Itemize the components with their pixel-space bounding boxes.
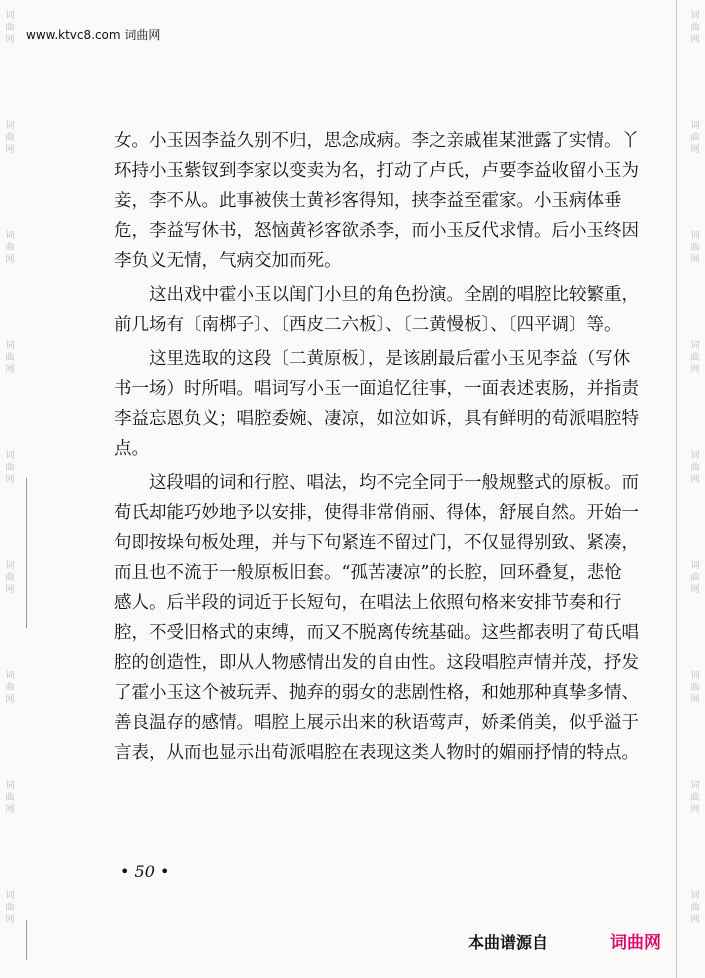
side-watermark-text: 词曲网 (5, 341, 15, 375)
side-watermark-text: 词曲网 (690, 671, 700, 705)
side-watermark-text: 词曲网 (5, 561, 15, 595)
side-watermark-text: 词曲网 (690, 891, 700, 925)
left-border-line (26, 478, 27, 628)
side-watermark-text: 词曲网 (5, 671, 15, 705)
side-watermark-text: 词曲网 (690, 781, 700, 815)
page-number: • 50 • (120, 862, 170, 881)
paragraph-2: 这出戏中霍小玉以闺门小旦的角色扮演。全剧的唱腔比较繁重，前几场有〔南梆子〕、〔西皮二六板〕、〔二黄慢板〕、〔四平调〕等。 (114, 285, 639, 335)
side-watermark-text: 词曲网 (5, 451, 15, 485)
body-text (114, 126, 639, 768)
side-watermark-text: 词曲网 (690, 341, 700, 375)
side-watermark-text: 词曲网 (5, 231, 15, 265)
side-watermark-text: 词曲网 (690, 451, 700, 485)
side-watermark-text: 词曲网 (690, 561, 700, 595)
source-label: 本曲谱源自 (468, 933, 549, 952)
paragraph-4: 这段唱的词和行腔、唱法，均不完全同于一般规整式的原板。而荀氏却能巧妙地予以安排，使得非常俏丽、得体，舒展自然。开始一句即按垛句板处理，并与下句紧连不留过门，不仅显得别致、紧凑，而且也不流于一般原板旧套。“孤苦凄凉”的长腔，回环叠复，悲怆感人。后半段的词近于长短句，在唱法上依照句格来安排节奏和行腔，不受旧格式的束缚，而又不脱离传统基础。这些都表明了荀氏唱腔的创造性，即从人物感情出发的自由性。这段唱腔声情并茂，抒发了霍小玉这个被玩弄、抛弃的弱女的悲剧性格，和她那种真挚多情、善良温存的感情。唱腔上展示出来的秋语莺声，娇柔俏美，似乎溢于言表，从而也显示出荀派唱腔在表现这类人物时的媚丽抒情的特点。 (114, 473, 639, 763)
left-watermark-strip (0, 0, 20, 978)
side-watermark-text: 词曲网 (690, 11, 700, 45)
side-watermark-text: 词曲网 (5, 11, 15, 45)
side-watermark-text: 词曲网 (690, 231, 700, 265)
left-border-line-lower (26, 920, 27, 960)
right-border-line (676, 0, 677, 978)
right-watermark-strip (685, 0, 705, 978)
paragraph-1: 女。小玉因李益久别不归，思念成病。李之亲戚崔某泄露了实情。丫环持小玉紫钗到李家以变卖为名，打动了卢氏，卢要李益收留小玉为妾，李不从。此事被侠士黄衫客得知，挟李益至霍家。小玉病体垂危，李益写休书，怒恼黄衫客欲杀李，而小玉反代求情。后小玉终因李负义无情，气病交加而死。 (114, 131, 639, 271)
side-watermark-text: 词曲网 (5, 891, 15, 925)
paragraph-3: 这里选取的这段〔二黄原板〕，是该剧最后霍小玉见李益（写休书一场）时所唱。唱词写小玉一面追忆往事，一面表述衷肠，并指责李益忘恩负义；唱腔委婉、凄凉，如泣如诉，具有鲜明的荀派唱腔特点。 (114, 349, 639, 459)
site-url-watermark: www.ktvc8.com 词曲网 (26, 28, 161, 42)
side-watermark-text: 词曲网 (5, 781, 15, 815)
side-watermark-text: 词曲网 (5, 121, 15, 155)
brand-logo-text[interactable]: 词曲网 (610, 933, 661, 953)
side-watermark-text: 词曲网 (690, 121, 700, 155)
